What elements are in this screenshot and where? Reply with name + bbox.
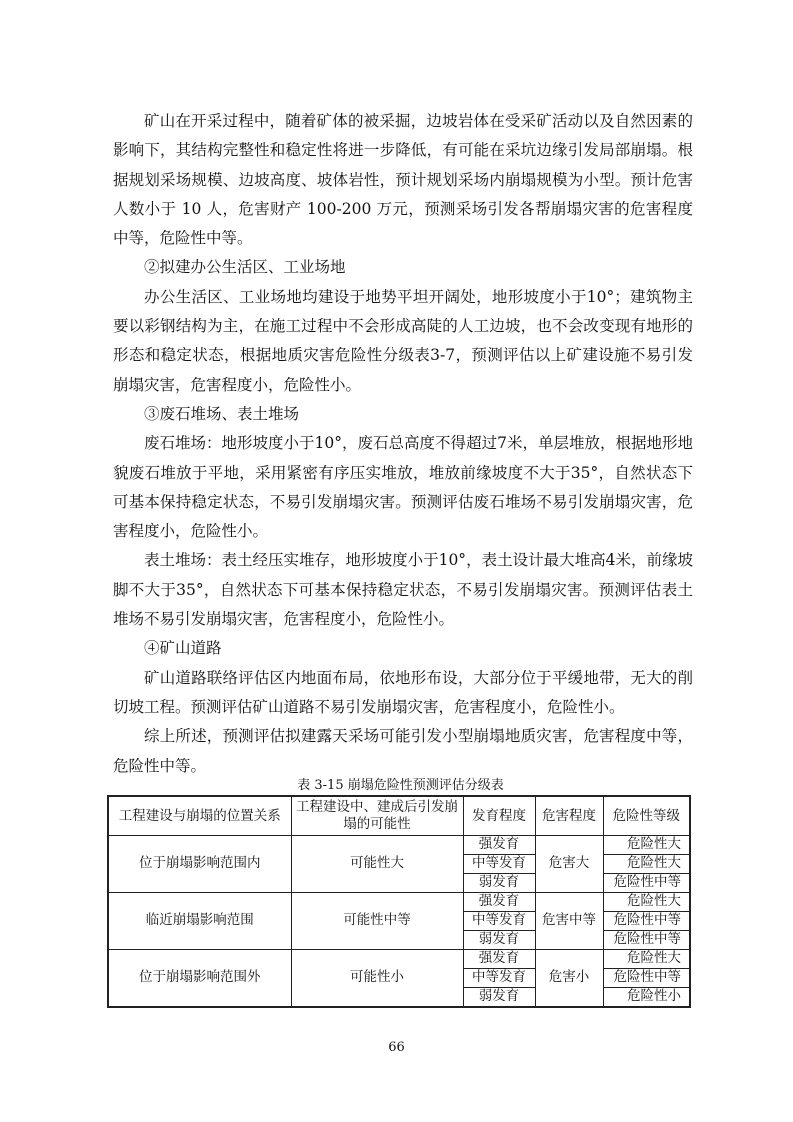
body-text — [113, 107, 693, 781]
paragraph-topsoil-dump: 表土堆场：表土经压实堆存，地形坡度小于10°，表土设计最大堆高4米，前缘坡脚不大于35°，自然状态下可基本保持稳定状态，不易引发崩塌灾害。预测评估表土堆场不易引发崩塌灾害，危害程度小，危险性小。 — [113, 551, 693, 629]
subheading-mine-road: ④矿山道路 — [144, 639, 222, 658]
cell-harm: 危害小 — [535, 950, 603, 1008]
subheading-office-industrial: ②拟建办公生活区、工业场地 — [144, 258, 346, 277]
cell-development: 弱发育 — [463, 988, 535, 1008]
cell-possibility: 可能性中等 — [291, 893, 463, 950]
cell-harm: 危害中等 — [535, 893, 603, 950]
table-row — [108, 893, 690, 912]
cell-risk-level: 危险性中等 — [603, 874, 690, 893]
cell-development: 强发育 — [463, 836, 535, 855]
cell-development: 中等发育 — [463, 969, 535, 988]
collapse-risk-table — [107, 795, 691, 1008]
cell-possibility: 可能性大 — [291, 836, 463, 893]
header-risk-level: 危险性等级 — [603, 796, 690, 836]
cell-development: 弱发育 — [463, 931, 535, 950]
cell-possibility: 可能性小 — [291, 950, 463, 1008]
cell-position: 临近崩塌影响范围 — [108, 893, 291, 950]
cell-risk-level: 危险性大 — [603, 893, 690, 912]
cell-risk-level: 危险性中等 — [603, 969, 690, 988]
paragraph-summary: 综上所述，预测评估拟建露天采场可能引发小型崩塌地质灾害，危害程度中等，危险性中等。 — [113, 727, 693, 775]
cell-position: 位于崩塌影响范围外 — [108, 950, 291, 1008]
cell-development: 强发育 — [463, 950, 535, 969]
table-caption: 表 3-15 崩塌危险性预测评估分级表 — [297, 778, 504, 793]
table-header-row — [108, 796, 690, 836]
cell-risk-level: 危险性大 — [603, 836, 690, 855]
cell-development: 强发育 — [463, 893, 535, 912]
cell-risk-level: 危险性小 — [603, 988, 690, 1008]
table-row — [108, 836, 690, 855]
table-row — [108, 950, 690, 969]
cell-position: 位于崩塌影响范围内 — [108, 836, 291, 893]
page-number: 66 — [388, 1040, 405, 1055]
paragraph-mine-road: 矿山道路联络评估区内地面布局，依地形布设，大部分位于平缓地带，无大的削切坡工程。预测评估矿山道路不易引发崩塌灾害，危害程度小，危险性小。 — [113, 668, 693, 716]
cell-risk-level: 危险性大 — [603, 855, 690, 874]
cell-development: 中等发育 — [463, 855, 535, 874]
cell-harm: 危害大 — [535, 836, 603, 893]
header-development: 发育程度 — [463, 796, 535, 836]
cell-risk-level: 危险性大 — [603, 950, 690, 969]
header-harm: 危害程度 — [535, 796, 603, 836]
cell-development: 弱发育 — [463, 874, 535, 893]
paragraph-office-industrial: 办公生活区、工业场地均建设于地势平坦开阔处，地形坡度小于10°；建筑物主要以彩钢结构为主，在施工过程中不会形成高陡的人工边坡，也不会改变现有地形的形态和稳定状态，根据地质灾害危险性分级表3-7，预测评估以上矿建设施不易引发崩塌灾害，危害程度小，危险性小。 — [113, 287, 693, 394]
paragraph-mining-slope: 矿山在开采过程中，随着矿体的被采掘，边坡岩体在受采矿活动以及自然因素的影响下，其结构完整性和稳定性将进一步降低，有可能在采坑边缘引发局部崩塌。根据规划采场规模、边坡高度、坡体岩性，预计规划采场内崩塌规模为小型。预计危害人数小于 10 人，危害财产 100-200 万元，预测采场引发各帮崩塌灾害的危害程度中等，危险性中等。 — [113, 112, 693, 248]
cell-risk-level: 危险性中等 — [603, 931, 690, 950]
subheading-waste-topsoil: ③废石堆场、表土堆场 — [144, 404, 300, 423]
header-position: 工程建设与崩塌的位置关系 — [108, 796, 291, 836]
paragraph-waste-dump: 废石堆场：地形坡度小于10°，废石总高度不得超过7米，单层堆放，根据地形地貌废石堆放于平地，采用紧密有序压实堆放，堆放前缘坡度不大于35°，自然状态下可基本保持稳定状态，不易引发崩塌灾害。预测评估废石堆场不易引发崩塌灾害，危害程度小，危险性小。 — [113, 434, 693, 541]
cell-development: 中等发育 — [463, 912, 535, 931]
cell-risk-level: 危险性中等 — [603, 912, 690, 931]
header-possibility: 工程建设中、建成后引发崩塌的可能性 — [291, 796, 463, 836]
